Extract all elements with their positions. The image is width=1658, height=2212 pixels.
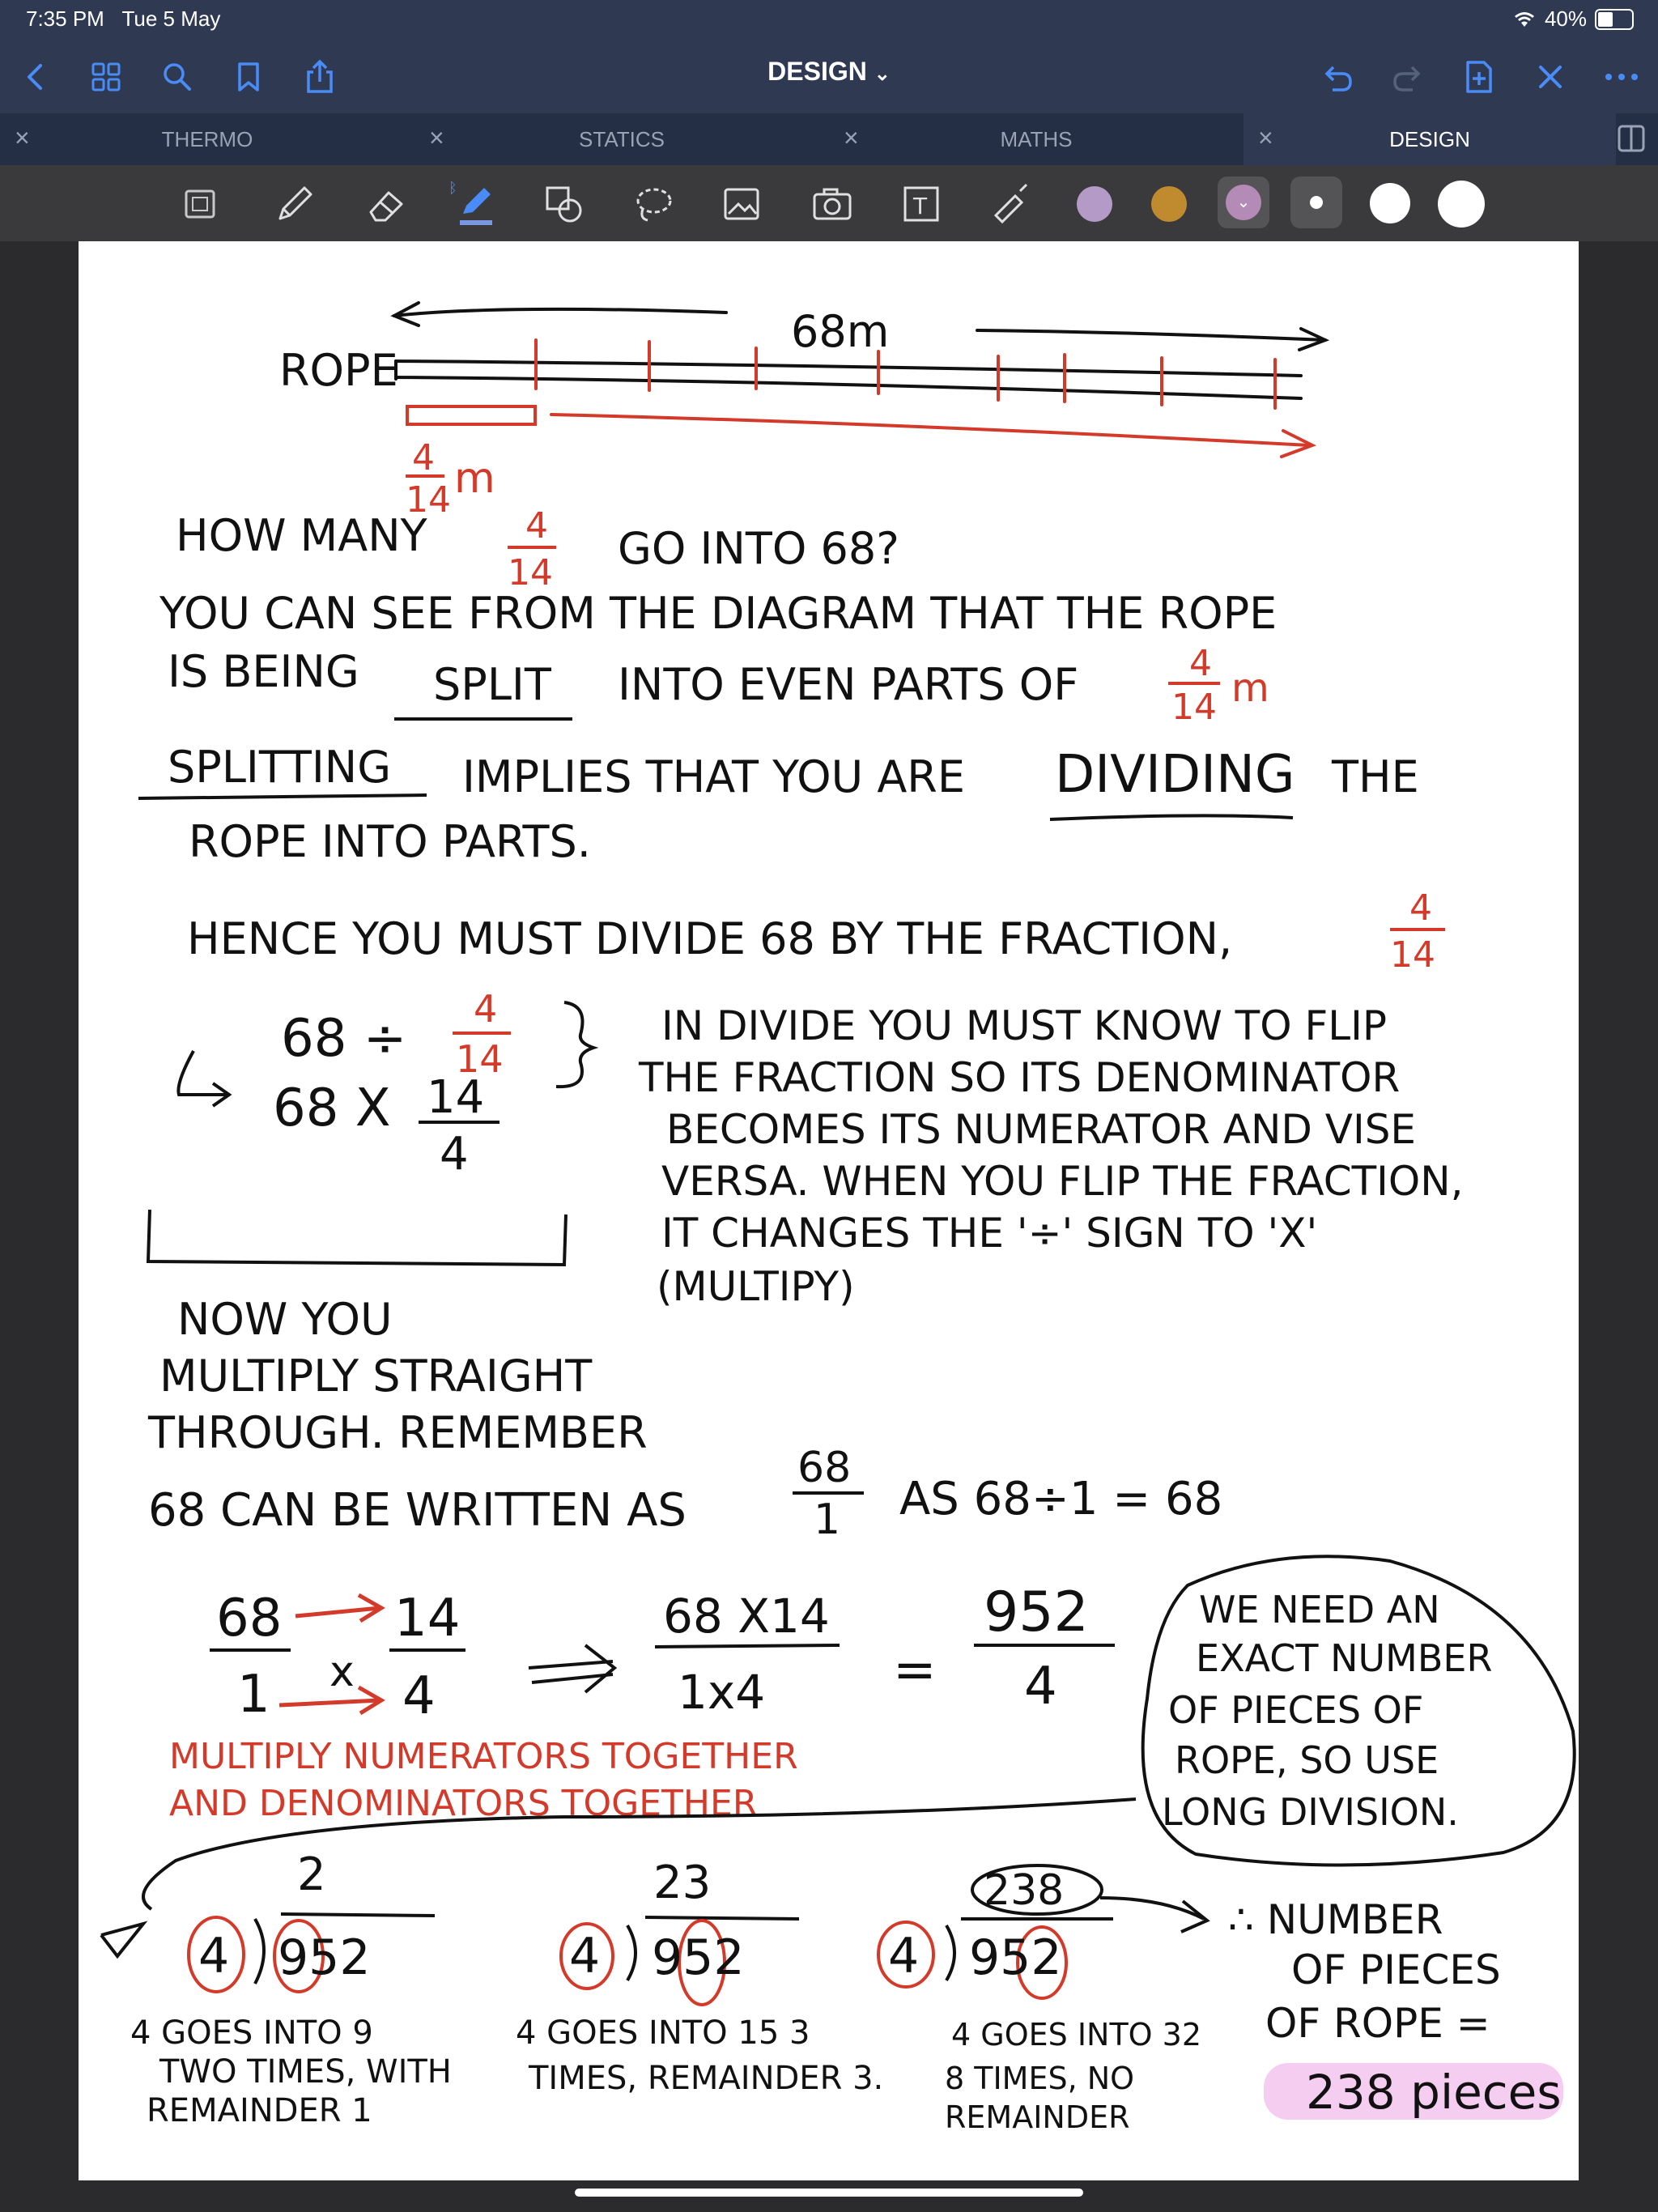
more-icon[interactable] bbox=[1600, 55, 1643, 99]
explanation-line2c: INTO EVEN PARTS OF bbox=[618, 659, 1079, 710]
answer-line2: OF PIECES bbox=[1291, 1946, 1501, 1993]
line2-frac-num: 4 bbox=[1189, 643, 1212, 684]
piece-size-label bbox=[406, 437, 495, 521]
splitting-word: SPLITTING bbox=[168, 742, 392, 793]
svg-text:ᛒ: ᛒ bbox=[449, 180, 457, 197]
pen-size-large[interactable] bbox=[1438, 181, 1485, 228]
color-swatch-lavender[interactable] bbox=[1077, 186, 1112, 222]
tab-label[interactable]: STATICS bbox=[579, 127, 665, 151]
now-line2: MULTIPLY STRAIGHT bbox=[159, 1351, 593, 1402]
pen-size-medium[interactable] bbox=[1370, 183, 1410, 223]
mult-final-den: 4 bbox=[1024, 1657, 1057, 1716]
chevron-down-icon[interactable]: ⌄ bbox=[874, 63, 891, 85]
div3-divisor: 4 bbox=[888, 1928, 920, 1984]
written-frac-num: 68 bbox=[797, 1444, 852, 1492]
division-step1 bbox=[130, 1848, 452, 2129]
drawing-toolbar bbox=[0, 165, 1658, 241]
lasso-tool-icon[interactable] bbox=[628, 178, 680, 230]
tabs-bar bbox=[0, 113, 1658, 165]
wifi-icon bbox=[1512, 11, 1537, 28]
explanation-line1: YOU CAN SEE FROM THE DIAGRAM THAT THE ROPE bbox=[159, 588, 1278, 639]
battery-icon bbox=[1595, 9, 1634, 30]
pen-size-small[interactable] bbox=[1290, 177, 1342, 228]
div3-dividend: 952 bbox=[969, 1929, 1062, 1986]
bubble-line2: EXACT NUMBER bbox=[1196, 1636, 1493, 1680]
now-line3: THROUGH. REMEMBER bbox=[148, 1407, 648, 1458]
bracket-line bbox=[148, 1210, 566, 1265]
note-page[interactable] bbox=[79, 241, 1579, 2180]
division-step3 bbox=[878, 1865, 1207, 2135]
image-tool-icon[interactable] bbox=[716, 178, 767, 230]
eq1-left: 68 ÷ bbox=[281, 1009, 407, 1069]
div2-quotient: 23 bbox=[653, 1857, 712, 1909]
div2-dividend: 952 bbox=[652, 1929, 745, 1986]
explanation-line4: ROPE INTO PARTS. bbox=[189, 816, 591, 867]
document-title-label[interactable]: DESIGN bbox=[767, 57, 867, 86]
question-part1: HOW MANY bbox=[176, 510, 427, 561]
line5-frac-den: 14 bbox=[1390, 934, 1435, 976]
flip-line6: (MULTIPY) bbox=[657, 1263, 855, 1310]
div3-quotient: 238 bbox=[984, 1866, 1065, 1915]
status-time: 7:35 PM bbox=[26, 6, 104, 31]
rope-piece-marker bbox=[407, 406, 1312, 457]
div2-text2: TIMES, REMAINDER 3. bbox=[529, 2060, 884, 2097]
div1-divisor: 4 bbox=[198, 1928, 230, 1984]
eq2-den: 4 bbox=[440, 1128, 469, 1180]
handwritten-notes bbox=[79, 241, 1579, 2180]
bubble-line4: ROPE, SO USE bbox=[1175, 1738, 1439, 1782]
highlighter-tool-icon[interactable] bbox=[449, 178, 500, 230]
page-view-icon[interactable] bbox=[175, 178, 227, 230]
eraser-tool-icon[interactable] bbox=[361, 178, 413, 230]
tab-label[interactable]: MATHS bbox=[1000, 127, 1073, 151]
mult-num2: 14 bbox=[394, 1589, 461, 1648]
eq1-frac-num: 4 bbox=[474, 987, 498, 1031]
tab-statics[interactable] bbox=[414, 113, 829, 165]
tab-label[interactable]: THERMO bbox=[161, 127, 253, 151]
pen-tool-icon[interactable] bbox=[269, 178, 321, 230]
written-frac-den: 1 bbox=[814, 1495, 841, 1544]
piece-unit: m bbox=[454, 454, 495, 503]
eq1-frac-den: 14 bbox=[456, 1037, 504, 1081]
eq2-left: 68 X bbox=[273, 1078, 391, 1138]
div1-text2: TWO TIMES, WITH bbox=[159, 2053, 452, 2091]
explanation-line2a: IS BEING bbox=[168, 646, 359, 697]
mult-den2: 4 bbox=[402, 1666, 436, 1726]
tab-label[interactable]: DESIGN bbox=[1389, 127, 1470, 151]
div1-dividend: 952 bbox=[278, 1929, 371, 1986]
div2-text1: 4 GOES INTO 15 3 bbox=[516, 2014, 810, 2052]
color-swatch-selected[interactable] bbox=[1218, 177, 1269, 228]
add-page-icon[interactable] bbox=[1457, 55, 1501, 99]
bubble-line1: WE NEED AN bbox=[1199, 1588, 1440, 1631]
bubble-line5: LONG DIVISION. bbox=[1162, 1790, 1459, 1834]
division-step2 bbox=[516, 1857, 883, 2097]
div1-text3: REMAINDER 1 bbox=[147, 2092, 372, 2129]
bubble-arrow bbox=[101, 1924, 143, 1956]
mult-result-num: 68 X14 bbox=[663, 1589, 830, 1644]
answer-line3: OF ROPE = bbox=[1265, 2000, 1490, 2047]
flip-line2: THE FRACTION SO ITS DENOMINATOR bbox=[639, 1054, 1401, 1101]
flip-line1: IN DIVIDE YOU MUST KNOW TO FLIP bbox=[661, 1002, 1387, 1049]
mult-den1: 1 bbox=[237, 1665, 270, 1725]
redo-icon[interactable] bbox=[1386, 55, 1430, 99]
status-date: Tue 5 May bbox=[121, 6, 221, 31]
div1-quotient: 2 bbox=[297, 1848, 326, 1901]
mult-result-den: 1x4 bbox=[678, 1665, 766, 1720]
close-icon[interactable]: × bbox=[844, 123, 859, 152]
question-frac-den: 14 bbox=[508, 552, 553, 593]
rope-length: 68m bbox=[791, 306, 890, 357]
close-icon[interactable]: × bbox=[15, 123, 30, 152]
now-line1: NOW YOU bbox=[177, 1294, 393, 1345]
tab-design[interactable] bbox=[1244, 113, 1616, 165]
battery-percent: 40% bbox=[1544, 6, 1587, 31]
div3-text1: 4 GOES INTO 32 bbox=[951, 2017, 1202, 2052]
piece-num: 4 bbox=[412, 437, 435, 479]
piece-den: 14 bbox=[406, 479, 451, 521]
written-as-b: AS 68÷1 = 68 bbox=[899, 1473, 1223, 1525]
nav-bar bbox=[0, 40, 1658, 113]
div3-text2: 8 TIMES, NO bbox=[945, 2061, 1135, 2096]
bubble-line3: OF PIECES OF bbox=[1168, 1688, 1424, 1732]
question-part2: GO INTO 68? bbox=[618, 523, 899, 574]
red-note-line1: MULTIPLY NUMERATORS TOGETHER bbox=[169, 1736, 798, 1777]
explanation-line5: HENCE YOU MUST DIVIDE 68 BY THE FRACTION, bbox=[187, 913, 1233, 964]
flip-arrow bbox=[178, 1051, 229, 1106]
implies-arrow bbox=[529, 1645, 614, 1692]
flip-line3: BECOMES ITS NUMERATOR AND VISE bbox=[666, 1106, 1417, 1153]
laser-pointer-icon[interactable] bbox=[984, 178, 1036, 230]
tab-maths[interactable] bbox=[829, 113, 1244, 165]
close-icon[interactable]: × bbox=[429, 123, 444, 152]
explanation-line3d: THE bbox=[1332, 751, 1419, 802]
line2-frac-den: 14 bbox=[1171, 687, 1217, 728]
tools-close-icon[interactable] bbox=[1528, 55, 1572, 99]
question-frac-num: 4 bbox=[525, 505, 548, 547]
line2-unit: m bbox=[1231, 666, 1269, 711]
red-note-line2: AND DENOMINATORS TOGETHER bbox=[169, 1783, 758, 1824]
svg-text:T: T bbox=[913, 193, 928, 219]
split-word: SPLIT bbox=[433, 659, 551, 710]
mult-x: x bbox=[329, 1648, 355, 1696]
flip-line4: VERSA. WHEN YOU FLIP THE FRACTION, bbox=[661, 1158, 1464, 1205]
answer-line1: ∴ NUMBER bbox=[1228, 1896, 1443, 1943]
chevron-down-icon[interactable]: ⌄ bbox=[1226, 185, 1261, 220]
div3-text3: REMAINDER bbox=[945, 2099, 1130, 2135]
flip-line5: IT CHANGES THE '÷' SIGN TO 'X' bbox=[661, 1210, 1318, 1257]
tab-thermo[interactable] bbox=[0, 113, 414, 165]
eq2-num: 14 bbox=[427, 1071, 485, 1124]
div1-text1: 4 GOES INTO 9 bbox=[130, 2014, 373, 2052]
status-time-date bbox=[26, 6, 220, 32]
mult-final-num: 952 bbox=[984, 1580, 1089, 1644]
written-as-a: 68 CAN BE WRITTEN AS bbox=[148, 1484, 687, 1537]
explanation-line3b: IMPLIES THAT YOU ARE bbox=[462, 751, 965, 802]
div2-divisor: 4 bbox=[569, 1928, 601, 1984]
home-indicator[interactable] bbox=[575, 2189, 1083, 2197]
camera-tool-icon[interactable] bbox=[806, 178, 858, 230]
split-view-icon[interactable] bbox=[1618, 125, 1645, 156]
text-tool-icon[interactable] bbox=[895, 178, 947, 230]
rope-label: ROPE bbox=[279, 345, 398, 396]
status-bar bbox=[0, 0, 1658, 40]
close-icon[interactable]: × bbox=[1258, 123, 1273, 152]
shapes-tool-icon[interactable] bbox=[538, 178, 589, 230]
color-swatch-gold[interactable] bbox=[1151, 186, 1187, 222]
mult-num1: 68 bbox=[216, 1589, 283, 1648]
line5-frac-num: 4 bbox=[1409, 887, 1432, 929]
mult-equals: = bbox=[893, 1640, 937, 1700]
answer-value: 238 pieces bbox=[1306, 2065, 1562, 2120]
undo-icon[interactable] bbox=[1316, 55, 1359, 99]
dividing-word: DIVIDING bbox=[1055, 745, 1295, 805]
